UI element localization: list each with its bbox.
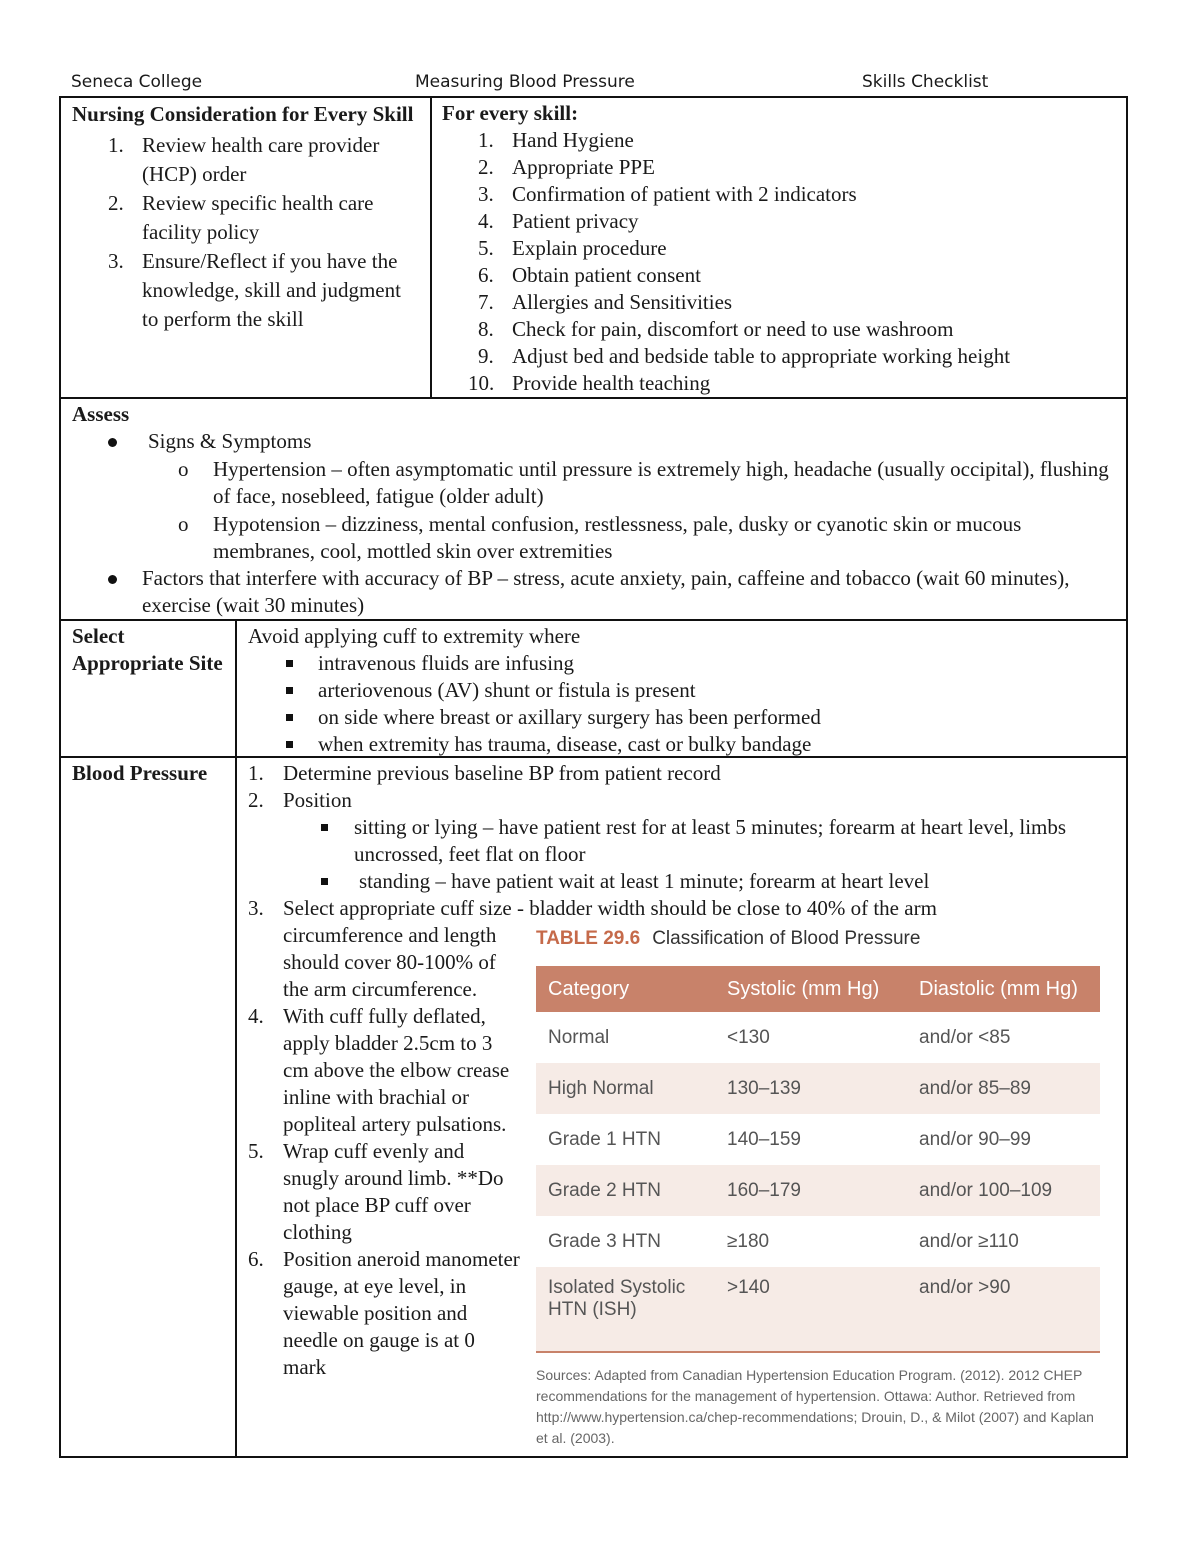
list-item: 1. Review health care provider (HCP) order [108,133,380,186]
select-site-content [248,623,1108,758]
table-row: High Normal 130–139 and/or 85–89 [536,1063,1100,1114]
header-title: Measuring Blood Pressure [415,72,635,92]
table-number: TABLE 29.6 [536,928,641,949]
list-item: o Hypertension – often asymptomatic until pressure is extremely high, headache (usually occipital), flushing of face, nosebleed, fatigue (older adult) [178,457,1109,508]
list-item: 6. Position aneroid manometer gauge, at eye level, in viewable position and needle on gauge is at 0 mark [248,1247,520,1379]
list-item: arteriovenous (AV) shunt or fistula is present [248,677,1108,704]
table-row: Grade 2 HTN 160–179 and/or 100–109 [536,1165,1100,1216]
list-item: 1. Determine previous baseline BP from patient record [248,761,721,785]
bp-classification-table [536,928,1100,1449]
list-item: 9. Adjust bed and bedside table to appropriate working height [478,344,1011,368]
header-category: Category [536,966,715,1012]
every-skill-title: For every skill: [442,101,579,125]
list-item: Factors that interfere with accuracy of BP – stress, acute anxiety, pain, caffeine and tobacco (wait 60 minutes), exercise (wait 30 minutes) [72,565,1112,619]
list-item: 4. Patient privacy [478,209,639,233]
table-row: Isolated Systolic HTN (ISH) >140 and/or >90 [536,1267,1100,1352]
list-item: 5. Wrap cuff evenly and snugly around limb. **Do not place BP cuff over clothing [248,1139,504,1244]
table-caption [536,928,1100,950]
list-item: 3. Ensure/Reflect if you have the knowledge, skill and judgment to perform the skill [108,249,401,331]
list-item: 10. Provide health teaching [468,371,711,395]
list-item: 3. Select appropriate cuff size - bladder width should be close to 40% of the arm [248,896,937,920]
list-item: intravenous fluids are infusing [248,650,1108,677]
list-item: 8. Check for pain, discomfort or need to use washroom [478,317,954,341]
list-item: circumference and length should cover 80-100% of the arm circumference. [283,923,497,1001]
list-item: o Hypotension – dizziness, mental confusion, restlessness, pale, dusky or cyanotic skin or mucous membranes, cool, mottled skin over extremities [178,512,1022,563]
header-systolic: Systolic (mm Hg) [715,966,907,1012]
nursing-consideration [72,100,422,334]
list-item: 5. Explain procedure [478,236,667,260]
table-row: Normal <130 and/or <85 [548,1026,1011,1048]
select-site-row [61,619,1126,756]
header-diastolic: Diastolic (mm Hg) [907,966,1100,1012]
column-divider [235,758,237,1458]
list-item: Signs & Symptoms [72,428,1112,455]
list-item: when extremity has trauma, disease, cast or bulky bandage [248,731,1108,758]
list-item: standing – have patient wait at least 1 minute; forearm at heart level [248,868,1118,895]
list-item: 2. Review specific health care facility policy [108,191,374,244]
table-title: Classification of Blood Pressure [652,928,921,949]
select-site-title: Select Appropriate Site [72,624,223,675]
table-row: Grade 3 HTN ≥180 and/or ≥110 [548,1230,1019,1252]
list-item: 6. Obtain patient consent [478,263,701,287]
select-site-intro: Avoid applying cuff to extremity where [248,624,581,648]
list-item: 2. Position [248,788,352,812]
list-item: 2. Appropriate PPE [478,155,655,179]
header-checklist: Skills Checklist [862,72,989,92]
every-skill [442,100,1122,397]
assess-row [61,397,1126,619]
table-source: Sources: Adapted from Canadian Hypertension Education Program. (2012). 2012 CHEP recommendations for the management of hypertension. Ottawa: Author. Retrieved from http://www.hypertension.ca/chep-recommendations; Drouin, D., & Milot (2007) and Kaplan et al. (2003). [536,1367,1094,1446]
table-row: Grade 1 HTN 140–159 and/or 90–99 [548,1128,1031,1150]
list-item: 1. Hand Hygiene [478,128,634,152]
list-item: 4. With cuff fully deflated, apply bladder 2.5cm to 3 cm above the elbow crease inline with brachial or popliteal artery pulsations. [248,1004,510,1136]
column-divider [235,621,237,756]
column-divider [430,98,432,397]
nursing-title: Nursing Consideration for Every Skill [72,102,414,126]
list-item: 7. Allergies and Sensitivities [478,290,733,314]
blood-pressure-title: Blood Pressure [72,761,208,785]
list-item: on side where breast or axillary surgery has been performed [248,704,1108,731]
list-item: 3. Confirmation of patient with 2 indicators [478,182,857,206]
assess-section [72,401,1112,619]
header-college: Seneca College [71,72,203,92]
assess-title: Assess [72,402,130,426]
list-item: sitting or lying – have patient rest for at least 5 minutes; forearm at heart level, limbs uncrossed, feet flat on floor [248,814,1118,868]
table-header-row [536,966,1100,1012]
